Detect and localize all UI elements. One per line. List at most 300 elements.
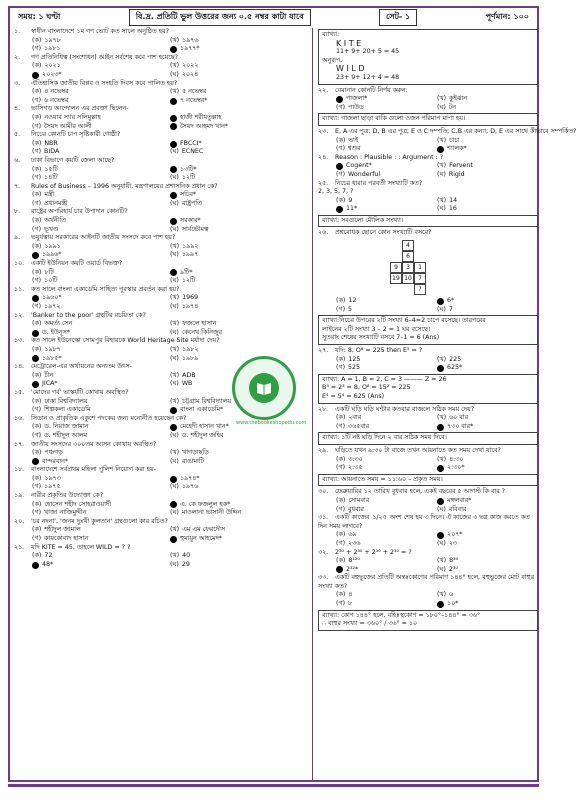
- option[interactable]: [32, 62, 170, 71]
- option[interactable]: [32, 88, 170, 97]
- option[interactable]: [32, 509, 170, 518]
- option-text: 6*: [447, 297, 455, 305]
- option-text: ১২টি: [181, 174, 196, 182]
- option[interactable]: [32, 251, 170, 260]
- option[interactable]: [32, 526, 170, 535]
- option[interactable]: [170, 251, 308, 260]
- option[interactable]: [437, 591, 538, 600]
- option-text: প্রধানমন্ত্রী: [44, 199, 68, 207]
- answer-marker-icon: [170, 141, 177, 148]
- option-marker: (ঘ): [170, 225, 179, 233]
- option[interactable]: [32, 398, 170, 407]
- option[interactable]: [32, 277, 170, 286]
- option[interactable]: [437, 506, 538, 515]
- option-marker: (গ): [336, 422, 346, 430]
- option[interactable]: [336, 591, 437, 600]
- option-marker: (গ): [336, 505, 346, 513]
- option-text: চীন: [44, 371, 54, 379]
- explanation-box: [318, 113, 538, 126]
- option[interactable]: [32, 217, 170, 226]
- question-number: ২.: [14, 53, 21, 61]
- option[interactable]: [170, 97, 308, 106]
- option-marker: (ক): [32, 217, 42, 225]
- options-grid: [14, 114, 308, 131]
- option[interactable]: [437, 356, 538, 365]
- option-text: বান্দরবান*: [42, 457, 69, 465]
- options-grid: [14, 217, 308, 234]
- option-marker: (ক): [336, 355, 346, 363]
- options-grid: [318, 137, 538, 154]
- option-text: Rigid: [448, 170, 465, 178]
- option-text: ১৪টি: [44, 174, 58, 182]
- option[interactable]: [437, 464, 538, 473]
- option[interactable]: [170, 123, 308, 132]
- question-stem-cont: দিন সময় লাগবে?: [318, 522, 363, 530]
- option[interactable]: [170, 526, 308, 535]
- option[interactable]: [437, 162, 538, 171]
- option-text: খাগড়াছড়ি: [182, 449, 209, 457]
- option[interactable]: [437, 497, 538, 506]
- option-marker: (ঘ): [437, 170, 446, 178]
- option[interactable]: [336, 566, 437, 575]
- option[interactable]: [170, 191, 308, 200]
- option[interactable]: [32, 174, 170, 183]
- option-text: অমর্ত্য সেন: [44, 320, 73, 328]
- answer-marker-icon: [170, 46, 177, 53]
- option-marker: (ক): [336, 496, 346, 504]
- question-stem: 'চর নদনা', 'জনম দুঃখী কুলতান' গ্রন্থগুলো কার রচিত?: [31, 517, 168, 525]
- option-text: ২:৩০*: [447, 464, 465, 472]
- option[interactable]: [32, 191, 170, 200]
- option[interactable]: [170, 303, 308, 312]
- options-grid: [14, 552, 308, 569]
- option[interactable]: [437, 205, 538, 214]
- option[interactable]: [170, 243, 308, 252]
- options-grid: [318, 95, 538, 112]
- option[interactable]: [170, 475, 308, 484]
- option[interactable]: [437, 557, 538, 566]
- option[interactable]: [32, 483, 170, 492]
- option[interactable]: [32, 166, 170, 175]
- option-text: ২০২১: [44, 62, 61, 70]
- option[interactable]: [437, 95, 538, 104]
- option[interactable]: [170, 71, 308, 80]
- option[interactable]: [170, 166, 308, 175]
- option[interactable]: [170, 346, 308, 355]
- answer-marker-icon: [32, 562, 39, 569]
- option[interactable]: [32, 535, 170, 544]
- option[interactable]: [170, 483, 308, 492]
- number-grid: [378, 240, 426, 295]
- option[interactable]: [32, 458, 170, 467]
- question-stem: জাতীয় সংসদের ৩০০তম আসন কোথায় অবস্থিত?: [31, 440, 157, 448]
- question-number: ১৯.: [14, 492, 25, 500]
- option[interactable]: [437, 456, 538, 465]
- options-grid: [14, 140, 308, 157]
- option-marker: (গ): [336, 170, 346, 178]
- option-marker: (ঘ): [170, 303, 179, 310]
- option-text: ৬৯: [348, 531, 357, 539]
- question-text: [318, 229, 538, 238]
- options-grid: [318, 591, 538, 608]
- answer-marker-icon: [437, 365, 444, 372]
- option-text: ফজলে হাসান: [182, 320, 217, 328]
- option[interactable]: [170, 226, 308, 235]
- explanation-line: ব্যাখ্যা: সবগুলো মৌলিক সংখ্যা।: [322, 216, 404, 224]
- option[interactable]: [336, 145, 437, 154]
- option[interactable]: [437, 414, 538, 423]
- option-marker: (ক): [336, 414, 346, 422]
- option[interactable]: [336, 557, 437, 566]
- option[interactable]: [170, 320, 308, 329]
- option-text: ২৩৬: [348, 539, 361, 547]
- question-stem: ফেব্রুয়ারির ১২ তারিখ বুধবার হলে, একই বছরের ৫ আগস্ট কি বার ?: [335, 488, 506, 496]
- left-column: [14, 28, 308, 569]
- question-number: ২৭.: [318, 347, 329, 355]
- option[interactable]: [170, 294, 308, 303]
- option[interactable]: [170, 561, 308, 570]
- option[interactable]: [170, 277, 308, 286]
- option-marker: (গ): [32, 122, 42, 130]
- options-grid: [318, 531, 538, 548]
- option-text: ১৯৭৩: [44, 474, 61, 482]
- option[interactable]: [170, 269, 308, 278]
- option-marker: (গ): [32, 277, 42, 285]
- option-text: 12: [348, 297, 357, 305]
- grid-cell: [378, 262, 390, 273]
- option-text: কায়কোবাদ হাসান: [44, 535, 89, 543]
- option[interactable]: [32, 114, 170, 123]
- option[interactable]: [170, 458, 308, 467]
- option-marker: (খ): [170, 36, 180, 44]
- option-text: গাজলা*: [346, 95, 368, 103]
- question-number: ৩৩.: [318, 574, 329, 582]
- option-text: ৪: [348, 591, 353, 599]
- option[interactable]: [336, 414, 437, 423]
- option-marker: (ক): [336, 531, 346, 539]
- option-text: 11*: [346, 205, 358, 213]
- question-number: ২৫.: [318, 179, 329, 187]
- question-stem: 2³⁰ + 2³⁰ + 2³⁰ + 2³⁰ = ?: [335, 548, 412, 556]
- option-text: ১৯৮৫*: [42, 354, 62, 362]
- option[interactable]: [32, 423, 170, 432]
- option[interactable]: [336, 356, 437, 365]
- option-marker: (গ): [336, 364, 346, 372]
- option[interactable]: [170, 355, 308, 364]
- option-marker: (ঘ): [437, 505, 446, 513]
- same-label: অনুরূপ,: [322, 56, 343, 64]
- question-number: ৮.: [14, 208, 21, 216]
- option-text: ২বার: [348, 414, 362, 422]
- option-text: ১৯৯২: [182, 242, 199, 250]
- answer-marker-icon: [336, 566, 343, 573]
- option-text: 5: [348, 305, 353, 313]
- option[interactable]: [437, 104, 538, 113]
- option-text: শ্যালক*: [447, 145, 467, 153]
- option-marker: (ক): [336, 557, 346, 565]
- option-text: ১৯৭৬: [181, 483, 199, 491]
- option[interactable]: [32, 475, 170, 484]
- question-text: [318, 127, 576, 137]
- explanation-box: [318, 432, 538, 445]
- option[interactable]: [32, 372, 170, 381]
- answer-marker-icon: [170, 476, 177, 483]
- question-stem: কত সালে ইউনেস্কো সোমপুর বিহারকে World Heritage Site মর্যাদা দেয়?: [31, 337, 220, 345]
- option-text: BIDA: [44, 148, 60, 156]
- answer-marker-icon: [32, 381, 39, 388]
- explanation-box: [318, 374, 538, 404]
- option[interactable]: [32, 552, 170, 561]
- option[interactable]: [336, 364, 437, 373]
- option[interactable]: [336, 600, 437, 609]
- option[interactable]: [170, 501, 308, 510]
- option[interactable]: [32, 406, 170, 415]
- exam-header: [10, 8, 537, 26]
- option-marker: (গ): [336, 145, 346, 153]
- question-text: [14, 337, 308, 346]
- question-text: [318, 406, 538, 415]
- option[interactable]: [336, 531, 437, 540]
- option[interactable]: [32, 148, 170, 157]
- option[interactable]: [170, 509, 308, 518]
- option[interactable]: [32, 243, 170, 252]
- option-marker: (ক): [32, 423, 42, 431]
- option[interactable]: [170, 37, 308, 46]
- answer-marker-icon: [170, 123, 177, 130]
- option[interactable]: [32, 140, 170, 149]
- option[interactable]: [336, 197, 437, 206]
- option[interactable]: [437, 423, 538, 432]
- option-marker: (ক): [32, 36, 42, 44]
- grid-cell: [378, 251, 390, 262]
- question-number: ১৬.: [14, 414, 25, 422]
- option-text: ১৯৭৭*: [180, 45, 200, 53]
- option-marker: (খ): [170, 320, 180, 328]
- explanation-box: [318, 474, 538, 487]
- option[interactable]: [32, 269, 170, 278]
- question-text: [14, 28, 308, 37]
- answer-marker-icon: [437, 532, 444, 539]
- option[interactable]: [170, 174, 308, 183]
- time-label: সময়: ১ ঘণ্টা: [18, 11, 61, 21]
- option[interactable]: [32, 123, 170, 132]
- option[interactable]: [437, 306, 538, 315]
- option[interactable]: [170, 217, 308, 226]
- answer-marker-icon: [170, 407, 177, 414]
- option[interactable]: [32, 561, 170, 570]
- question-stem: E, A এর পুত্র; D, B এর পুত্র; E ও C দম্পতি; C,B এর কন্যা; D, E এর সাথে কীভাবে সম্পর্কিত?: [335, 127, 576, 135]
- option-marker: (গ): [32, 483, 42, 491]
- option[interactable]: [437, 566, 538, 575]
- grid-cell: [414, 251, 426, 262]
- option-text: ৮টি: [44, 268, 54, 276]
- options-grid: [318, 456, 538, 473]
- option[interactable]: [336, 464, 437, 473]
- option-marker: (ক): [32, 165, 42, 173]
- option-marker: (ক): [32, 242, 42, 250]
- option[interactable]: [336, 205, 437, 214]
- option-text: 72: [44, 552, 53, 560]
- grid-cell: [378, 273, 390, 284]
- question-text: [318, 447, 538, 456]
- option-text: ১৯৮১: [44, 45, 61, 53]
- question-stem: রাষ্ট্রের অপরিহার্য চার উপাদান কোনটি?: [31, 208, 128, 216]
- question-stem: অংশ শেষ হয় ৩ দিনে। ঐ কাজের ৩ ভগ্ন কাজ করতে কত: [389, 514, 530, 522]
- option-text: এম এম ফেরদৌস: [182, 526, 226, 534]
- option-text: কেনেথ কিনিজুর: [181, 328, 223, 336]
- option[interactable]: [170, 552, 308, 561]
- option[interactable]: [437, 145, 538, 154]
- option-marker: (ঘ): [170, 509, 179, 517]
- option[interactable]: [336, 506, 437, 515]
- option-marker: (খ): [437, 557, 447, 565]
- answer-marker-icon: [32, 72, 39, 79]
- option-text: 1969: [182, 294, 199, 302]
- question-stem: যদি: 8, O⁸ = 225 then E⁵ = ?: [335, 347, 423, 355]
- option[interactable]: [170, 449, 308, 458]
- option-text: 40: [182, 552, 191, 560]
- option[interactable]: [437, 364, 538, 373]
- options-grid: [318, 297, 538, 314]
- option[interactable]: [32, 380, 170, 389]
- option-text: ১০টি: [44, 277, 58, 285]
- explanation-line: ব্যাখ্যা: কোণ ১৪৪° হলে, বহিঃস্থকোণ = ১৮০°–১৪৪° = ৩৬°: [322, 611, 481, 619]
- explanation-line: ব্যাখ্যা: গাজলা ছাড়া বাকি গুলো ওজন পরিমাপ মাপা হয়।: [322, 115, 466, 123]
- option[interactable]: [170, 200, 308, 209]
- option-text: 2³⁰: [448, 565, 458, 573]
- option[interactable]: [336, 497, 437, 506]
- option[interactable]: [437, 531, 538, 540]
- option[interactable]: [32, 45, 170, 54]
- option[interactable]: [170, 45, 308, 54]
- option[interactable]: [32, 303, 170, 312]
- grid-cell: [378, 240, 390, 251]
- option-marker: (গ): [32, 225, 42, 233]
- option[interactable]: [336, 104, 437, 113]
- option[interactable]: [437, 197, 538, 206]
- option[interactable]: [336, 137, 437, 146]
- question-number: ৬.: [14, 156, 21, 164]
- option[interactable]: [32, 346, 170, 355]
- explanation-box: [318, 215, 538, 228]
- option-marker: (গ): [32, 199, 42, 207]
- question-text: [14, 105, 308, 114]
- option[interactable]: [170, 88, 308, 97]
- option[interactable]: [336, 171, 437, 180]
- option[interactable]: [32, 37, 170, 46]
- option-text: ড. শহীদুল আলম: [44, 431, 88, 439]
- explanation-box: [318, 29, 538, 85]
- column-divider: [312, 28, 313, 780]
- answer-marker-icon: [32, 458, 39, 465]
- option-text: Fervent: [449, 162, 473, 170]
- option[interactable]: [336, 423, 437, 432]
- option[interactable]: [437, 171, 538, 180]
- question-number: ৪.: [14, 105, 21, 113]
- option-text: মন্ত্রী: [44, 191, 54, 199]
- options-grid: [14, 37, 308, 54]
- option[interactable]: [32, 449, 170, 458]
- option[interactable]: [437, 137, 538, 146]
- option[interactable]: [170, 140, 308, 149]
- question-stem: গণ প্রতিনিধিত্ব (সংশোধন) আইন সর্বশেষ কবে পাশ হয়েছে?: [31, 53, 178, 61]
- option-text: হোসেন শহীদ সোহরাওয়ার্দী: [44, 500, 112, 508]
- options-grid: [14, 166, 308, 183]
- option-text: ভাই: [348, 136, 359, 144]
- option[interactable]: [32, 97, 170, 106]
- question-text: [318, 574, 538, 583]
- question-number: ৩০.: [318, 488, 329, 496]
- option-text: মেহেদী হাসান খান*: [180, 423, 229, 431]
- option[interactable]: [437, 540, 538, 549]
- option-marker: (ক): [32, 500, 42, 508]
- options-grid: [14, 88, 308, 105]
- options-grid: [318, 557, 538, 574]
- option[interactable]: [32, 501, 170, 510]
- option-text: ৬০ বার: [449, 414, 469, 422]
- option[interactable]: [32, 71, 170, 80]
- question-text: [318, 87, 538, 96]
- option[interactable]: [32, 355, 170, 364]
- option[interactable]: [336, 306, 437, 315]
- option[interactable]: [170, 114, 308, 123]
- option[interactable]: [32, 320, 170, 329]
- option[interactable]: [170, 62, 308, 71]
- question-stem: কত সালে বাংলা একাডেমি সাহিত্য পুরস্কার প্রবর্তন করা হয়?: [31, 285, 180, 293]
- option-text: ১৯৭২: [44, 303, 61, 310]
- option[interactable]: [32, 226, 170, 235]
- option-marker: (ক): [32, 526, 42, 534]
- option[interactable]: [170, 535, 308, 544]
- option[interactable]: [170, 432, 308, 441]
- option-marker: (গ): [32, 96, 42, 104]
- question-number: ১.: [14, 28, 21, 35]
- option[interactable]: [32, 432, 170, 441]
- option-marker: (ক): [32, 552, 42, 560]
- grid-cell: 4: [402, 240, 414, 251]
- option[interactable]: [170, 148, 308, 157]
- question-number: ১৭.: [14, 440, 25, 448]
- options-grid: [14, 526, 308, 543]
- question-number: ৫.: [14, 131, 21, 139]
- option-marker: (ক): [32, 474, 42, 482]
- option-marker: (ঘ): [437, 103, 446, 111]
- question-stem: মেট্রোরেল-এর অর্থায়নের অন্যতম উৎস-: [31, 363, 132, 371]
- option[interactable]: [336, 95, 437, 104]
- option-marker: (খ): [437, 136, 447, 144]
- option-text: ১২টি: [181, 277, 196, 285]
- question-number: ১৮.: [14, 466, 25, 474]
- option-text: বাংলা একাডেমি*: [180, 406, 224, 414]
- answer-marker-icon: [437, 298, 444, 305]
- option[interactable]: [336, 540, 437, 549]
- option[interactable]: [32, 294, 170, 303]
- answer-marker-icon: [32, 252, 39, 259]
- option[interactable]: [336, 456, 437, 465]
- option[interactable]: [336, 297, 437, 306]
- option[interactable]: [437, 297, 538, 306]
- grid-cell: [378, 284, 390, 295]
- option[interactable]: [437, 600, 538, 609]
- grid-cell-question: ?: [414, 284, 426, 295]
- question-stem: নারীর প্রকৃতির উদ্যোক্তা কে?: [31, 492, 104, 500]
- option[interactable]: [336, 162, 437, 171]
- kite-sum: 11+ 9+ 20+ 5 = 45: [336, 48, 400, 56]
- question-stem: একটি বহুভুজের প্রতিটি অন্তঃকোণের পরিমাণ ১৪৪° হলে, বহুভুজের মোট বাহুর: [335, 574, 535, 582]
- answer-marker-icon: [32, 330, 39, 337]
- option-marker: (খ): [170, 526, 180, 534]
- option-text: বুধবার: [348, 505, 364, 513]
